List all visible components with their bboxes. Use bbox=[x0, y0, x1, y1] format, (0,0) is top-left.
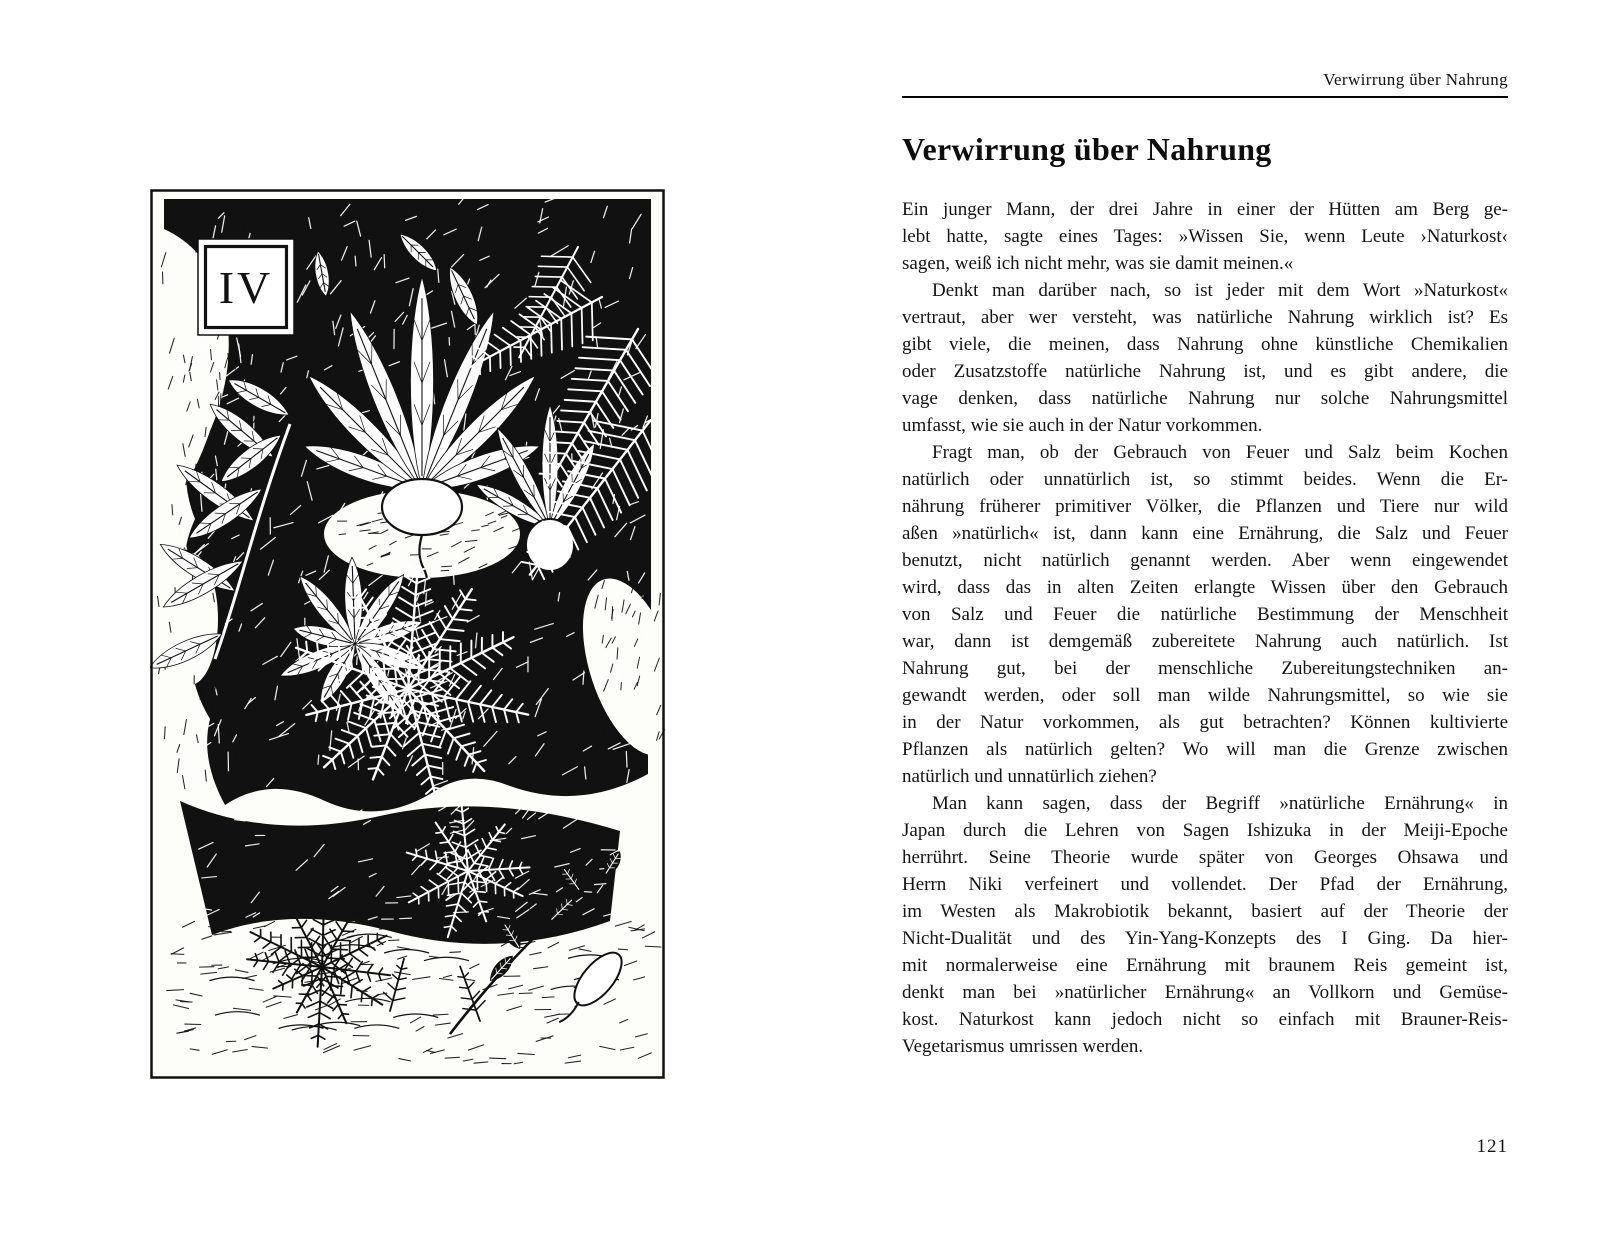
chapter-illustration bbox=[150, 188, 665, 1080]
text-line: Man kann sagen, dass der Begriff »natürliche Ernährung« in bbox=[932, 793, 1508, 814]
chapter-number-badge bbox=[198, 239, 294, 335]
text-line: Japan durch die Lehren von Sagen Ishizuka in der Meiji-Epoche bbox=[902, 820, 1508, 841]
text-line: sagen, weiß ich nicht mehr, was sie damit meinen.« bbox=[902, 253, 1294, 274]
text-line: Herrn Niki verfeinert und vollendet. Der Pfad der Ernährung, bbox=[902, 874, 1508, 895]
text-line: aßen »natürlich« ist, dann kann eine Ernährung, die Salz und Feuer bbox=[902, 523, 1508, 544]
right-page bbox=[902, 70, 1508, 1060]
text-line: vage denken, dass natürliche Nahrung nur solche Nahrungsmittel bbox=[902, 388, 1508, 409]
page-number: 121 bbox=[1476, 1136, 1508, 1157]
text-line: herrührt. Seine Theorie wurde später von Georges Ohsawa und bbox=[902, 847, 1508, 868]
text-line: natürlich oder unnatürlich ist, so stimmt beides. Wenn die Er- bbox=[902, 469, 1508, 490]
text-line: vertraut, aber wer versteht, was natürliche Nahrung wirklich ist? Es bbox=[902, 307, 1508, 328]
text-line: Ein junger Mann, der drei Jahre in einer der Hütten am Berg ge- bbox=[902, 199, 1508, 220]
text-line: Fragt man, ob der Gebrauch von Feuer und Salz beim Kochen bbox=[932, 442, 1508, 463]
left-page bbox=[150, 188, 665, 1080]
text-line: nährung früherer primitiver Völker, die Pflanzen und Tiere nur wild bbox=[902, 496, 1508, 517]
text-line: von Salz und Feuer die natürliche Bestimmung der Menschheit bbox=[902, 604, 1508, 625]
text-line: in der Natur vorkommen, als gut betrachten? Können kultivierte bbox=[902, 712, 1508, 733]
text-line: Vegetarismus umrissen werden. bbox=[902, 1036, 1144, 1057]
text-line: mit normalerweise eine Ernährung mit braunem Reis gemeint ist, bbox=[902, 955, 1508, 976]
page-title: Verwirrung über Nahrung bbox=[902, 131, 1272, 167]
running-header: Verwirrung über Nahrung bbox=[902, 70, 1508, 98]
text-line: benutzt, nicht natürlich genannt werden. Aber wenn eingewendet bbox=[902, 550, 1508, 571]
chapter-number: IV bbox=[218, 262, 274, 313]
text-line: im Westen als Makrobiotik bekannt, basiert auf der Theorie der bbox=[902, 901, 1508, 922]
text-line: oder Zusatzstoffe natürliche Nahrung ist, und es gibt andere, die bbox=[902, 361, 1508, 382]
text-line: Denkt man darüber nach, so ist jeder mit dem Wort »Naturkost« bbox=[932, 280, 1508, 301]
text-line: gewandt werden, oder soll man wilde Nahrungsmittel, so wie sie bbox=[902, 685, 1508, 706]
text-line: wird, dass das in alten Zeiten erlangte Wissen über den Gebrauch bbox=[902, 577, 1508, 598]
text-line: natürlich und unnatürlich ziehen? bbox=[902, 766, 1157, 787]
body-text bbox=[902, 196, 1508, 1060]
text-line: denkt man bei »natürlicher Ernährung« an Vollkorn und Gemüse- bbox=[902, 982, 1508, 1003]
text-line: Nahrung gut, bei der menschliche Zubereitungstechniken an- bbox=[902, 658, 1508, 679]
text-line: gibt viele, die meinen, dass Nahrung ohne künstliche Chemikalien bbox=[902, 334, 1508, 355]
text-line: war, dann ist demgemäß zubereitete Nahrung auch natürlich. Ist bbox=[902, 631, 1508, 652]
text-line: kost. Naturkost kann jedoch nicht so einfach mit Brauner-Reis- bbox=[902, 1009, 1508, 1030]
text-line: Nicht-Dualität und des Yin-Yang-Konzepts des I Ging. Da hier- bbox=[902, 928, 1508, 949]
text-line: Pflanzen als natürlich gelten? Wo will man die Grenze zwischen bbox=[902, 739, 1508, 760]
text-line: umfasst, wie sie auch in der Natur vorkommen. bbox=[902, 415, 1263, 436]
text-line: lebt hatte, sagte eines Tages: »Wissen Sie, wenn Leute ›Naturkost‹ bbox=[902, 226, 1508, 247]
